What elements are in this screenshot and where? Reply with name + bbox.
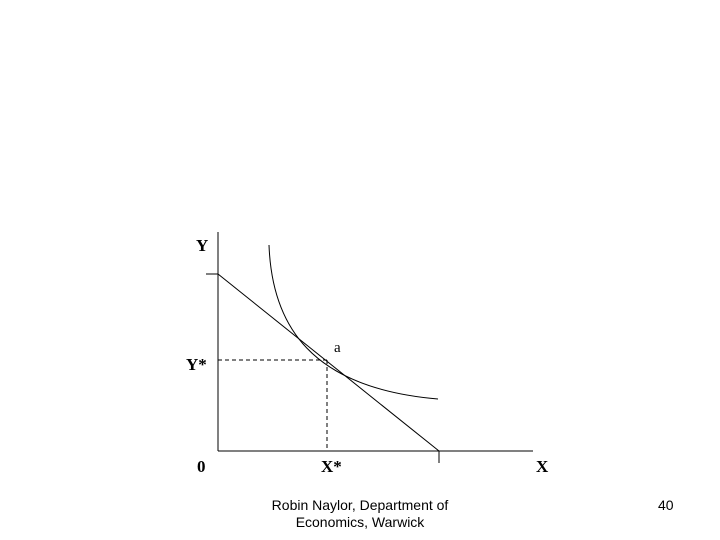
footer-credit	[250, 497, 470, 531]
y-axis-label: Y	[196, 236, 209, 255]
footer-line-1: Robin Naylor, Department of	[271, 497, 449, 513]
page-number: 40	[658, 497, 674, 513]
budget-line	[218, 274, 439, 451]
y-star-label: Y*	[186, 355, 207, 374]
footer-line-2: Economics, Warwick	[295, 514, 425, 530]
x-star-label: X*	[321, 457, 342, 476]
indifference-curve	[269, 245, 438, 399]
tangency-point-label: a	[334, 340, 341, 356]
x-axis-label: X	[536, 457, 549, 476]
origin-label: 0	[197, 457, 206, 476]
